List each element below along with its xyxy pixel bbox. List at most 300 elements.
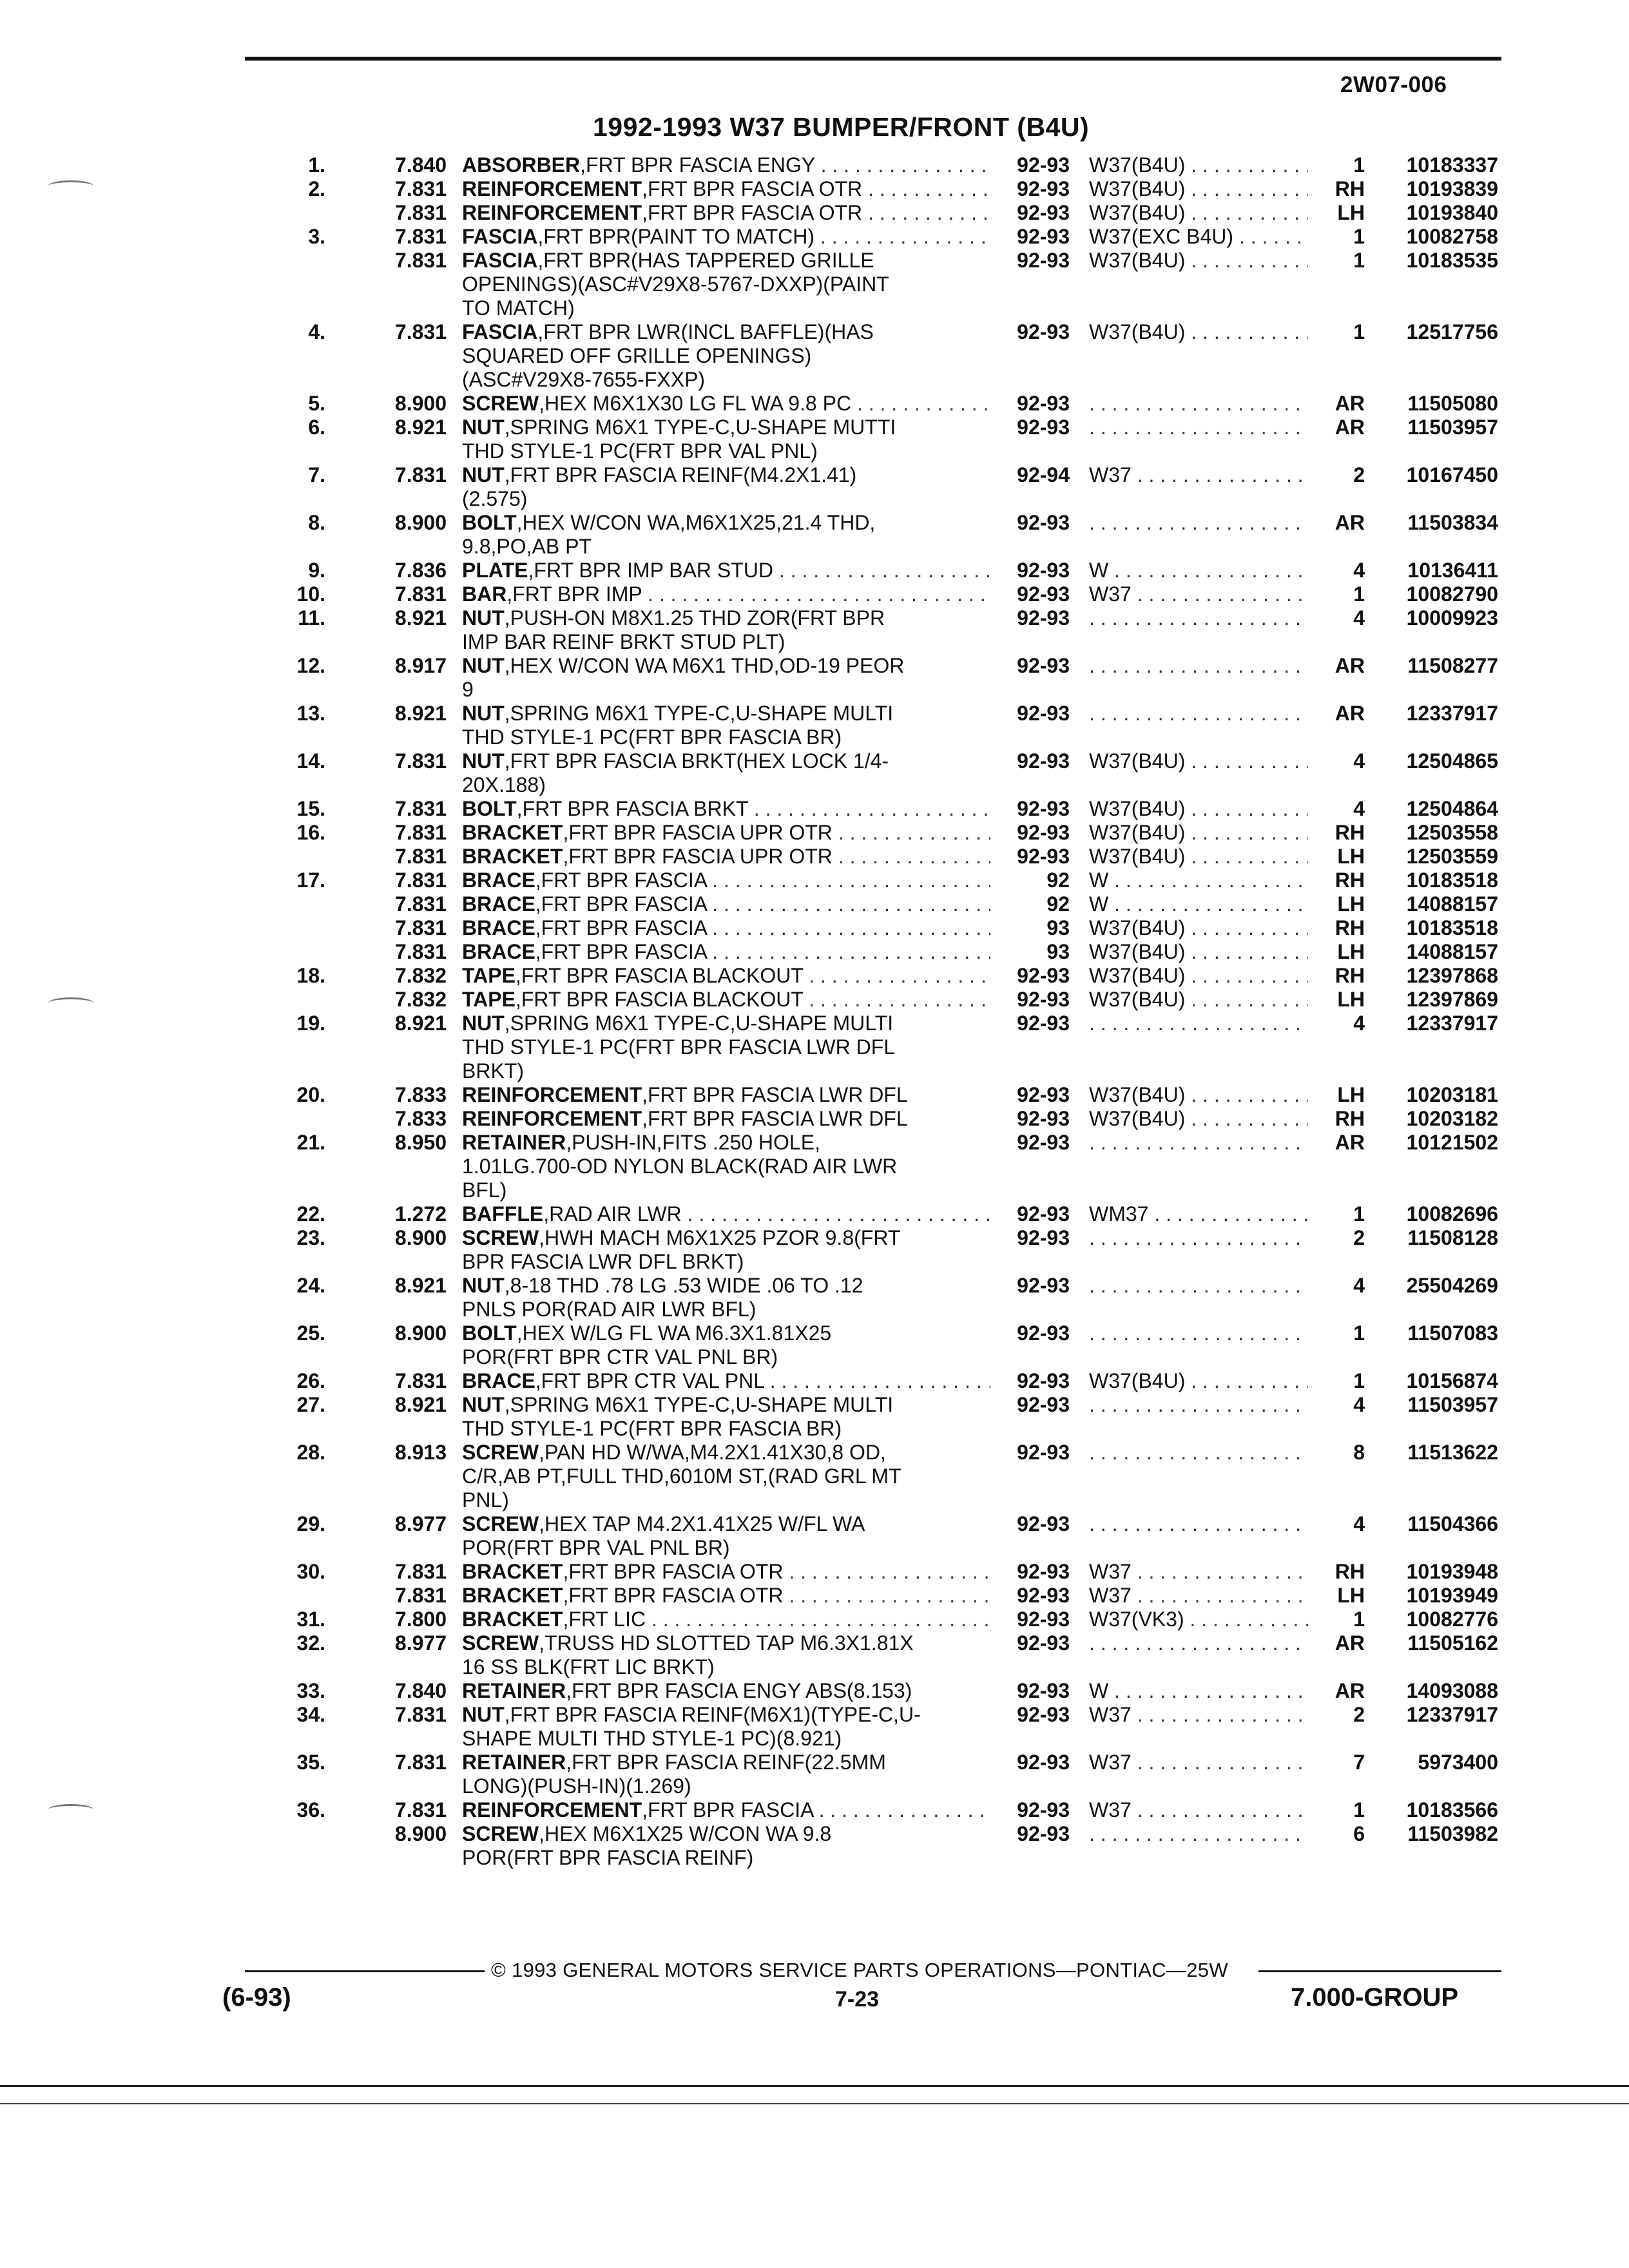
model-code: W37(B4U) . . . <box>1089 964 1308 988</box>
item-number: 13. <box>296 702 325 725</box>
part-description <box>462 678 990 702</box>
model-code <box>1089 1321 1308 1345</box>
part-name: REINFORCEMENT <box>462 1107 642 1130</box>
part-detail: ,FRT BPR FASCIA OTR <box>563 1560 784 1583</box>
item-number: 18. <box>296 964 325 987</box>
model-years: 92-93 <box>1017 1107 1070 1130</box>
part-number: 12504865 <box>1406 749 1498 773</box>
part-detail: POR(FRT BPR VAL PNL BR) <box>462 1536 730 1559</box>
item-number: 7. <box>308 463 325 486</box>
part-detail: ,FRT BPR FASCIA LWR DFL <box>642 1083 908 1106</box>
item-number: 29. <box>296 1512 325 1535</box>
part-number: 10193948 <box>1406 1560 1498 1583</box>
part-row <box>0 1131 1629 1155</box>
quantity: LH <box>1337 845 1365 868</box>
part-row <box>0 654 1629 678</box>
quantity: 1 <box>1353 153 1365 177</box>
model-years: 92-93 <box>1017 225 1070 248</box>
part-row <box>0 1774 1629 1798</box>
part-row <box>0 487 1629 511</box>
part-detail: ,FRT BPR IMP BAR STUD <box>528 559 774 582</box>
part-detail: ,FRT BPR FASCIA BLACKOUT <box>515 964 804 987</box>
group-code: 8.921 <box>394 606 447 629</box>
quantity: RH <box>1335 177 1365 200</box>
item-number: 27. <box>296 1393 325 1416</box>
part-description <box>462 1131 990 1155</box>
part-detail: ,TRUSS HD SLOTTED TAP M6.3X1.81X <box>539 1631 914 1655</box>
model-years: 92-93 <box>1017 177 1070 200</box>
part-number: 10082758 <box>1406 225 1498 248</box>
item-number: 32. <box>296 1631 325 1655</box>
part-detail: ,FRT BPR FASCIA OTR <box>563 1584 784 1607</box>
part-row <box>0 1679 1629 1703</box>
part-row <box>0 1560 1629 1584</box>
quantity: RH <box>1335 916 1365 939</box>
group-code: 8.977 <box>394 1631 447 1655</box>
part-description <box>462 630 990 654</box>
quantity: 2 <box>1353 463 1365 486</box>
group-code: 7.831 <box>394 1369 447 1392</box>
part-number: 11503834 <box>1407 511 1498 534</box>
part-detail: ,FRT BPR FASCIA REINF(22.5MM <box>566 1751 886 1774</box>
part-row <box>0 392 1629 416</box>
part-description <box>462 1226 990 1250</box>
model-code: W37(B4U) . . . <box>1089 177 1308 201</box>
model-code: W37(B4U) . . . <box>1089 1107 1308 1131</box>
part-description <box>462 1012 990 1035</box>
part-name: NUT <box>462 1012 505 1035</box>
part-name: REINFORCEMENT <box>462 1083 642 1106</box>
part-description <box>462 1298 990 1321</box>
part-row <box>0 296 1629 320</box>
part-row <box>0 416 1629 439</box>
part-number: 12337917 <box>1406 702 1498 725</box>
group-code: 7.831 <box>394 320 447 343</box>
model-code: W37 . . . <box>1089 582 1308 606</box>
part-description <box>462 1083 990 1107</box>
model-code <box>1089 1012 1308 1035</box>
part-row <box>0 1202 1629 1226</box>
part-description <box>462 1631 990 1655</box>
group-code: 8.921 <box>394 416 447 439</box>
part-number: 10183535 <box>1406 249 1498 272</box>
part-detail: THD STYLE-1 PC(FRT BPR VAL PNL) <box>462 439 818 463</box>
part-number: 14093088 <box>1406 1679 1498 1702</box>
part-description <box>462 1369 990 1393</box>
part-description <box>462 320 990 344</box>
part-row <box>0 1035 1629 1059</box>
part-row <box>0 1321 1629 1345</box>
model-code <box>1089 511 1308 535</box>
part-number: 10009923 <box>1406 606 1498 629</box>
item-number: 8. <box>308 511 325 534</box>
part-number: 14088157 <box>1406 892 1498 916</box>
part-number: 12503559 <box>1406 845 1498 868</box>
part-description <box>462 463 990 487</box>
model-years: 92-93 <box>1017 582 1070 606</box>
part-row <box>0 916 1629 940</box>
part-number: 12337917 <box>1406 1703 1498 1726</box>
part-detail: BFL) <box>462 1178 507 1202</box>
model-years: 92-93 <box>1017 511 1070 534</box>
quantity: AR <box>1335 702 1365 725</box>
model-years: 92-93 <box>1017 392 1070 415</box>
part-row <box>0 726 1629 749</box>
part-row <box>0 201 1629 225</box>
group-code: 7.833 <box>394 1083 447 1106</box>
part-description <box>462 1822 990 1846</box>
part-number: 10193949 <box>1406 1584 1498 1607</box>
part-description <box>462 1798 990 1822</box>
part-number: 10193840 <box>1406 201 1498 224</box>
part-row <box>0 1631 1629 1655</box>
part-row <box>0 559 1629 582</box>
part-description <box>462 1035 990 1059</box>
item-number: 12. <box>296 654 325 677</box>
model-years: 92-93 <box>1017 654 1070 677</box>
part-detail: ,HEX W/LG FL WA M6.3X1.81X25 <box>516 1321 832 1345</box>
group-code: 7.831 <box>394 916 447 939</box>
part-description <box>462 177 990 201</box>
quantity: AR <box>1335 511 1365 534</box>
quantity: LH <box>1337 988 1365 1011</box>
part-description <box>462 1751 990 1774</box>
part-name: BRACKET <box>462 1608 563 1631</box>
item-number: 19. <box>296 1012 325 1035</box>
part-number: 11508128 <box>1407 1226 1498 1249</box>
model-code: W37(B4U) . . . <box>1089 940 1308 964</box>
model-years: 92-93 <box>1017 1822 1070 1845</box>
footer-rule-right <box>1258 1970 1501 1972</box>
model-years: 92-93 <box>1017 1321 1070 1345</box>
part-description <box>462 1727 990 1751</box>
part-name: BOLT <box>462 511 517 534</box>
part-name: SCREW <box>462 1512 539 1535</box>
part-description <box>462 511 990 535</box>
part-description <box>462 1774 990 1798</box>
part-detail: ,FRT BPR FASCIA <box>642 1798 813 1821</box>
part-number: 25504269 <box>1406 1274 1498 1297</box>
group-code: 7.836 <box>394 559 447 582</box>
part-description <box>462 654 990 678</box>
model-years: 92-93 <box>1017 964 1070 987</box>
part-description <box>462 869 990 892</box>
part-name: PLATE <box>462 559 528 582</box>
part-detail: OPENINGS)(ASC#V29X8-5767-DXXP)(PAINT <box>462 273 889 296</box>
item-number: 21. <box>296 1131 325 1154</box>
model-years: 92-93 <box>1017 606 1070 629</box>
part-detail: ,FRT BPR FASCIA REINF(M6X1)(TYPE-C,U- <box>504 1703 921 1726</box>
part-row <box>0 511 1629 535</box>
part-name: REINFORCEMENT <box>462 201 642 224</box>
part-number: 10183566 <box>1406 1798 1498 1821</box>
part-number: 11503957 <box>1407 416 1498 439</box>
model-years: 92-93 <box>1017 1703 1070 1726</box>
part-description <box>462 797 990 821</box>
part-row <box>0 1822 1629 1846</box>
group-code: 7.840 <box>394 153 447 177</box>
item-number: 4. <box>308 320 325 343</box>
part-description <box>462 559 990 582</box>
quantity: RH <box>1335 1560 1365 1583</box>
part-number: 11505080 <box>1407 392 1498 415</box>
revision-date: (6-93) <box>222 1983 291 2012</box>
part-row <box>0 1012 1629 1035</box>
part-detail: C/R,AB PT,FULL THD,6010M ST,(RAD GRL MT <box>462 1465 901 1488</box>
quantity: LH <box>1337 1083 1365 1106</box>
model-code <box>1089 416 1308 439</box>
quantity: AR <box>1335 1131 1365 1154</box>
item-number: 31. <box>296 1608 325 1631</box>
part-name: RETAINER <box>462 1679 566 1702</box>
part-detail: ,FRT BPR FASCIA <box>535 869 707 892</box>
part-description <box>462 249 990 273</box>
part-name: RETAINER <box>462 1751 566 1774</box>
part-name: BRACE <box>462 1369 535 1392</box>
model-years: 92-93 <box>1017 416 1070 439</box>
part-description <box>462 1059 990 1083</box>
part-description <box>462 1202 990 1226</box>
part-row <box>0 1155 1629 1178</box>
part-detail: THD STYLE-1 PC(FRT BPR FASCIA LWR DFL <box>462 1035 896 1059</box>
part-detail: ,HEX W/CON WA,M6X1X25,21.4 THD, <box>516 511 876 534</box>
group-code: 7.831 <box>394 1798 447 1821</box>
part-detail: BPR FASCIA LWR DFL BRKT) <box>462 1250 744 1273</box>
part-detail: ,FRT BPR FASCIA OTR <box>642 201 863 224</box>
model-years: 92-93 <box>1017 1393 1070 1416</box>
group-code: 8.900 <box>394 1822 447 1845</box>
quantity: RH <box>1335 964 1365 987</box>
part-detail: ,PAN HD W/WA,M4.2X1.41X30,8 OD, <box>539 1441 886 1464</box>
part-detail: ,SPRING M6X1 TYPE-C,U-SHAPE MUTTI <box>504 416 896 439</box>
part-detail: ,PUSH-ON M8X1.25 THD ZOR(FRT BPR <box>504 606 885 629</box>
group-code: 8.921 <box>394 1274 447 1297</box>
group-code: 8.921 <box>394 1393 447 1416</box>
part-description <box>462 1345 990 1369</box>
part-detail: ,FRT BPR CTR VAL PNL <box>535 1369 764 1392</box>
part-row <box>0 225 1629 249</box>
part-description <box>462 153 990 177</box>
group-code: 8.977 <box>394 1512 447 1535</box>
model-years: 92-93 <box>1017 1369 1070 1392</box>
part-name: BRACKET <box>462 821 563 844</box>
item-number: 11. <box>298 606 325 629</box>
part-detail: 20X.188) <box>462 773 546 796</box>
part-name: NUT <box>462 702 505 725</box>
part-row <box>0 1298 1629 1321</box>
quantity: 6 <box>1353 1822 1365 1845</box>
part-name: FASCIA <box>462 249 538 272</box>
part-row <box>0 702 1629 726</box>
group-code: 7.831 <box>394 1560 447 1583</box>
part-description <box>462 368 990 392</box>
part-row <box>0 1441 1629 1465</box>
part-description <box>462 1393 990 1417</box>
part-detail: ,FRT BPR FASCIA UPR OTR <box>563 845 833 868</box>
part-detail: IMP BAR REINF BRKT STUD PLT) <box>462 630 786 653</box>
part-description <box>462 702 990 726</box>
model-code: W37(B4U) . . . <box>1089 916 1308 940</box>
part-detail: ,FRT BPR FASCIA LWR DFL <box>642 1107 908 1130</box>
part-number: 10082776 <box>1406 1608 1498 1631</box>
part-number: 10121502 <box>1406 1131 1498 1154</box>
part-row <box>0 273 1629 296</box>
part-detail: 9 <box>462 678 474 701</box>
model-years: 92-93 <box>1017 1226 1070 1249</box>
part-description <box>462 726 990 749</box>
part-name: REINFORCEMENT <box>462 177 642 200</box>
part-row <box>0 1536 1629 1560</box>
model-code <box>1089 392 1308 416</box>
part-description <box>462 845 990 869</box>
part-name: NUT <box>462 463 505 486</box>
part-detail: (2.575) <box>462 487 528 510</box>
part-row <box>0 773 1629 797</box>
binder-hole-mark-middle <box>48 997 93 1008</box>
model-code: W37(B4U) . . . <box>1089 320 1308 344</box>
group-code: 8.900 <box>394 1321 447 1345</box>
item-number: 25. <box>296 1321 325 1345</box>
part-row <box>0 1345 1629 1369</box>
model-years: 92-93 <box>1017 320 1070 343</box>
part-description <box>462 1846 990 1870</box>
part-description <box>462 1536 990 1560</box>
part-row <box>0 845 1629 869</box>
model-years: 92 <box>1046 892 1070 916</box>
part-number: 5973400 <box>1418 1751 1498 1774</box>
model-code <box>1089 702 1308 726</box>
part-number: 11503982 <box>1407 1822 1498 1845</box>
binder-hole-mark-top <box>48 180 93 191</box>
model-years: 92-93 <box>1017 1512 1070 1535</box>
part-detail: ,PUSH-IN,FITS .250 HOLE, <box>566 1131 820 1154</box>
part-detail: POR(FRT BPR FASCIA REINF) <box>462 1846 754 1869</box>
group-code: 7.831 <box>394 1584 447 1607</box>
model-code <box>1089 1393 1308 1417</box>
part-row <box>0 1393 1629 1417</box>
part-description <box>462 201 990 225</box>
model-code: WM37 . . . <box>1089 1202 1308 1226</box>
group-code: 7.833 <box>394 1107 447 1130</box>
model-years: 92-93 <box>1017 702 1070 725</box>
part-description <box>462 916 990 940</box>
quantity: LH <box>1337 892 1365 916</box>
item-number: 15. <box>296 797 325 820</box>
group-code: 7.831 <box>394 892 447 916</box>
part-detail: ,FRT BPR FASCIA <box>535 916 707 939</box>
model-code: W37(B4U) . . . <box>1089 749 1308 773</box>
quantity: RH <box>1335 869 1365 892</box>
part-number: 14088157 <box>1406 940 1498 963</box>
part-number: 10136411 <box>1407 559 1498 582</box>
part-number: 12517756 <box>1406 320 1498 343</box>
binder-hole-mark-bottom <box>48 1804 93 1815</box>
item-number: 35. <box>296 1751 325 1774</box>
part-detail: PNL) <box>462 1488 509 1512</box>
part-description <box>462 1441 990 1465</box>
group-code: 7.832 <box>394 988 447 1011</box>
part-detail: SQUARED OFF GRILLE OPENINGS) <box>462 344 812 367</box>
part-row <box>0 1751 1629 1774</box>
group-code: 7.831 <box>394 940 447 963</box>
quantity: 4 <box>1353 1512 1365 1535</box>
quantity: 1 <box>1353 1798 1365 1821</box>
part-detail: ,FRT BPR FASCIA REINF(M4.2X1.41) <box>504 463 857 486</box>
part-number: 11505162 <box>1407 1631 1498 1655</box>
part-row <box>0 1655 1629 1679</box>
group-code: 7.831 <box>394 582 447 606</box>
model-code: W37(B4U) . . . <box>1089 845 1308 869</box>
part-name: BOLT <box>462 1321 517 1345</box>
part-number: 10082696 <box>1406 1202 1498 1225</box>
part-detail: ,FRT BPR IMP <box>506 582 642 606</box>
part-detail: ,SPRING M6X1 TYPE-C,U-SHAPE MULTI <box>504 702 894 725</box>
item-number: 30. <box>296 1560 325 1583</box>
model-years: 92-93 <box>1017 749 1070 773</box>
model-code: W37(B4U) . . . <box>1089 797 1308 821</box>
part-row <box>0 1584 1629 1608</box>
model-code: W37(B4U) . . . <box>1089 249 1308 273</box>
part-name: BRACE <box>462 892 535 916</box>
part-row <box>0 153 1629 177</box>
model-code: W37(B4U) . . . <box>1089 201 1308 225</box>
part-name: ABSORBER <box>462 153 581 177</box>
part-row <box>0 439 1629 463</box>
part-row <box>0 821 1629 845</box>
part-description <box>462 416 990 439</box>
part-description <box>462 1250 990 1274</box>
part-row <box>0 1059 1629 1083</box>
model-code <box>1089 654 1308 678</box>
model-years: 92-93 <box>1017 1274 1070 1297</box>
model-code: W . . . <box>1089 892 1308 916</box>
part-name: BRACKET <box>462 1584 563 1607</box>
part-row <box>0 1083 1629 1107</box>
part-detail: BRKT) <box>462 1059 524 1082</box>
quantity: AR <box>1335 392 1365 415</box>
item-number: 20. <box>296 1083 325 1106</box>
item-number: 24. <box>296 1274 325 1297</box>
quantity: 1 <box>1353 1369 1365 1392</box>
item-number: 26. <box>296 1369 325 1392</box>
model-years: 93 <box>1046 916 1070 939</box>
part-name: SCREW <box>462 1631 539 1655</box>
part-detail: SHAPE MULTI THD STYLE-1 PC)(8.921) <box>462 1727 842 1750</box>
part-name: NUT <box>462 1274 505 1297</box>
part-detail: ,HEX M6X1X25 W/CON WA 9.8 <box>539 1822 832 1845</box>
quantity: LH <box>1337 1584 1365 1607</box>
part-description <box>462 582 990 606</box>
model-years: 92-93 <box>1017 1751 1070 1774</box>
part-name: FASCIA <box>462 320 538 343</box>
part-number: 10203182 <box>1406 1107 1498 1130</box>
group-code: 7.831 <box>394 225 447 248</box>
model-code: W37(B4U) . . . <box>1089 821 1308 845</box>
item-number: 34. <box>296 1703 325 1726</box>
group-code: 8.900 <box>394 511 447 534</box>
part-description <box>462 273 990 296</box>
part-description <box>462 439 990 463</box>
model-code: W . . . <box>1089 559 1308 582</box>
part-row <box>0 1846 1629 1870</box>
part-detail: ,FRT BPR FASCIA ENGY ABS(8.153) <box>566 1679 912 1702</box>
model-code <box>1089 1631 1308 1655</box>
part-description <box>462 1560 990 1584</box>
part-description <box>462 392 990 416</box>
model-years: 92-93 <box>1017 153 1070 177</box>
quantity: 2 <box>1353 1703 1365 1726</box>
part-number: 10203181 <box>1406 1083 1498 1106</box>
